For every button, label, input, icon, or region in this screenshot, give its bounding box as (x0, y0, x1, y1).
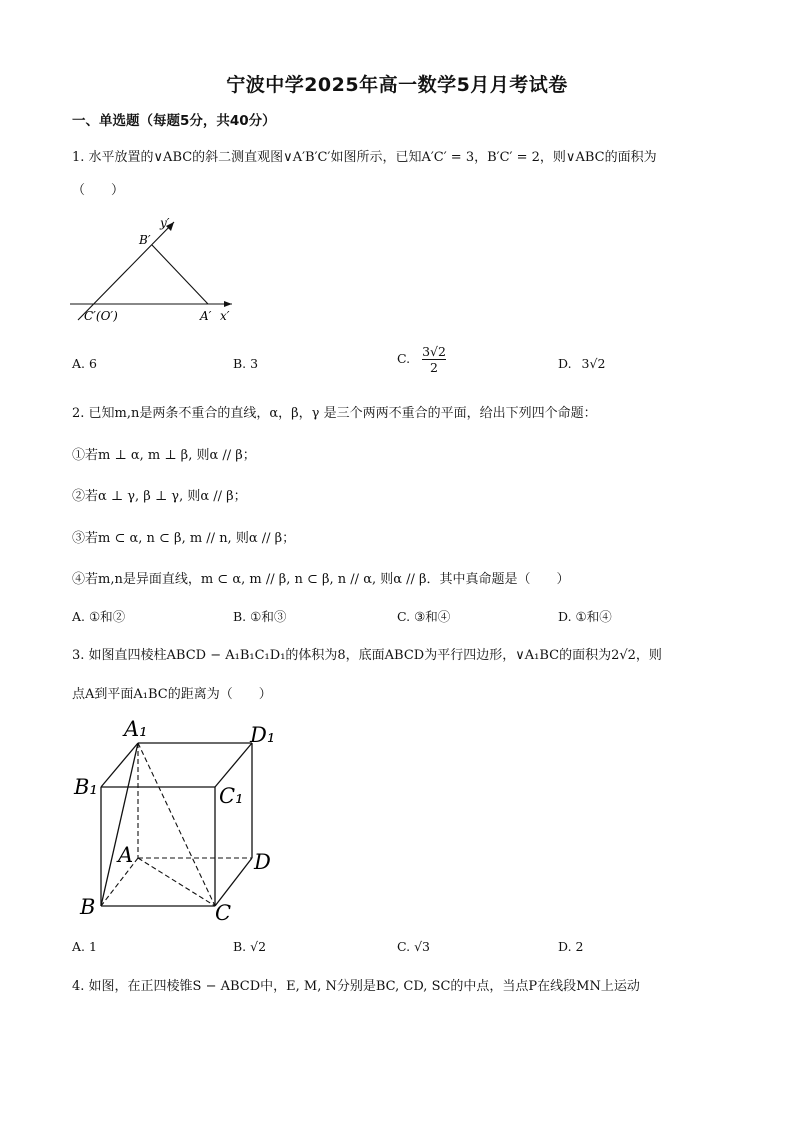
q1-label-co: C′(O′) (84, 309, 118, 323)
q3-edge-a1b (101, 743, 138, 906)
q1-option-d[interactable] (558, 354, 605, 374)
q3-label-d1: D₁ (250, 723, 276, 747)
page-title: 宁波中学2025年高一数学5月月考试卷 (226, 74, 568, 96)
q3-label-d: D (254, 850, 271, 874)
section-heading: 一、单选题（每题5分，共40分） (72, 113, 276, 129)
q3-hidden-edge-a1c (138, 743, 215, 906)
q1-y-axis (78, 222, 174, 320)
q3-edge-d1c1 (215, 743, 252, 787)
q3-stem-line1: 3. 如图直四棱柱ABCD − A₁B₁C₁D₁的体积为8，底面ABCD为平行四边形，∨A₁BC的面积为2√2，则 (72, 648, 662, 663)
q3-label-c1: C₁ (219, 784, 244, 808)
q2-proposition-4: ④若m,n是异面直线，m ⊂ α, m // β, n ⊂ β, n // α, 则α // β．其中真命题是（ ） (72, 572, 570, 587)
q3-label-b1: B₁ (74, 775, 98, 799)
q2-proposition-1: ①若m ⊥ α, m ⊥ β, 则α // β； (72, 448, 256, 463)
q3-label-c: C (215, 901, 232, 925)
q3-label-a1: A₁ (124, 717, 148, 741)
q2-option-b[interactable]: B. ①和③ (233, 609, 287, 624)
q3-edge-cd (215, 858, 252, 906)
q1-figure (68, 210, 248, 330)
q2-option-d[interactable]: D. ①和④ (558, 609, 612, 624)
q3-label-b: B (80, 895, 96, 919)
q1-label-b: B′ (139, 233, 151, 247)
q1-x-arrow-icon (224, 301, 232, 307)
q1-option-c[interactable] (397, 344, 446, 375)
q1-stem-line2: （ ） (72, 183, 125, 198)
q1-option-c-label: C. (397, 351, 411, 366)
q1-option-d-label: D. (558, 356, 572, 371)
q2-proposition-2: ②若α ⊥ γ, β ⊥ γ, 则α // β； (72, 489, 247, 504)
q1-side-ab (152, 245, 208, 304)
q3-option-b[interactable]: B. √2 (233, 939, 267, 954)
q3-option-a[interactable]: A. 1 (72, 939, 97, 954)
q3-label-a: A (118, 843, 134, 867)
q1-option-d-value: 3√2 (581, 356, 606, 371)
q1-label-a: A′ (200, 309, 212, 323)
q3-option-d[interactable]: D. 2 (558, 939, 584, 954)
q2-option-c[interactable]: C. ③和④ (397, 609, 451, 624)
q4-stem-line1: 4. 如图，在正四棱锥S − ABCD中，E, M, N分别是BC, CD, SC的中点，当点P在线段MN上运动 (72, 979, 640, 994)
q1-option-c-denominator: 2 (430, 360, 438, 375)
q3-option-c[interactable]: C. √3 (397, 939, 430, 954)
q3-stem-line2: 点A到平面A₁BC的距离为（ ） (72, 687, 272, 702)
q2-stem: 2. 已知m,n是两条不重合的直线，α，β，γ 是三个两两不重合的平面，给出下列四个命题： (72, 406, 597, 421)
q1-option-c-fraction (422, 344, 446, 375)
q1-stem-line1: 1. 水平放置的∨ABC的斜二测直观图∨A′B′C′如图所示，已知A′C′ = 3，B′C′ = 2，则∨ABC的面积为 (72, 150, 657, 165)
q1-label-x: x′ (220, 309, 230, 323)
q1-label-y: y′ (160, 216, 170, 230)
q1-option-c-numerator: 3√2 (422, 344, 446, 359)
q2-option-a[interactable]: A. ①和② (72, 609, 126, 624)
q1-option-a[interactable]: A. 6 (72, 356, 97, 371)
q1-option-b[interactable]: B. 3 (233, 356, 259, 371)
q2-proposition-3: ③若m ⊂ α, n ⊂ β, m // n, 则α // β； (72, 531, 296, 546)
q3-figure (70, 712, 290, 930)
